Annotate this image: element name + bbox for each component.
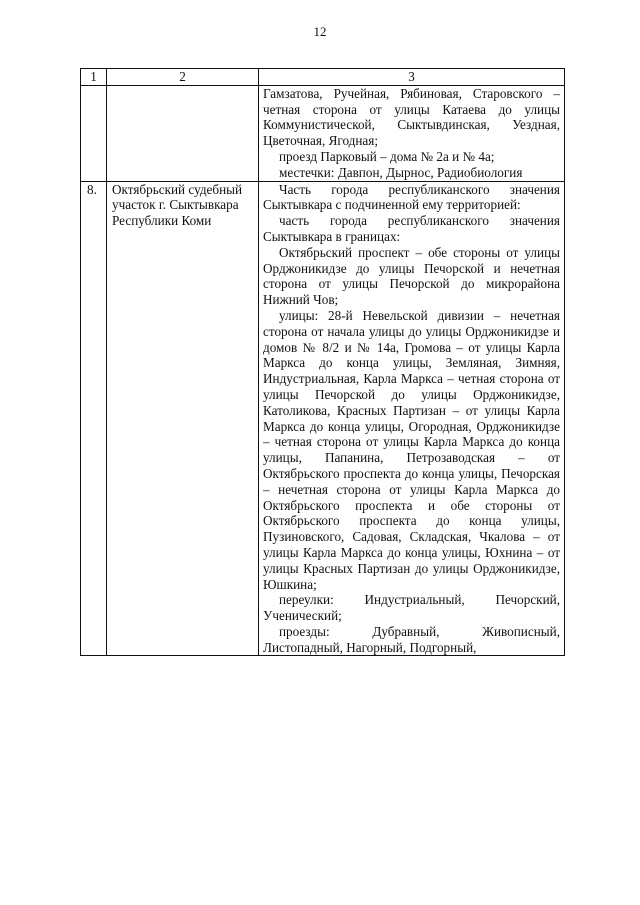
table-row <box>81 181 565 656</box>
territory-paragraph: переулки: Индустриальный, Печорский, Ученический; <box>263 592 560 624</box>
territory-paragraph: часть города республиканского значения Сыктывкара в границах: <box>263 213 560 244</box>
courts-table <box>80 68 565 656</box>
row-number <box>81 85 107 181</box>
row-number: 8. <box>81 181 107 656</box>
court-name <box>107 85 259 181</box>
territory-cell <box>259 85 565 181</box>
table-header-row <box>81 69 565 86</box>
territory-paragraph: местечки: Давпон, Дырнос, Радиобиология <box>279 164 523 180</box>
column-header: 3 <box>259 69 565 86</box>
territory-paragraph: Гамзатова, Ручейная, Рябиновая, Старовского – четная сторона от улицы Катаева до улицы Коммунистической, Сыктывдинская, Уездная, Цветочная, Ягодная; <box>263 85 560 149</box>
column-header: 1 <box>81 69 107 86</box>
territory-paragraph: Октябрьский проспект – обе стороны от улицы Орджоникидзе до улицы Печорской и нечетная сторона от улицы Печорской до микрорайона Нижний Чов; <box>263 244 560 308</box>
territory-paragraph: Часть города республиканского значения Сыктывкара с подчиненной ему территорией: <box>263 181 560 213</box>
page-number: 12 <box>313 24 327 39</box>
court-name: Октябрьский судебный участок г. Сыктывкара Республики Коми <box>107 181 259 656</box>
column-header: 2 <box>107 69 259 86</box>
table-row <box>81 85 565 181</box>
territory-paragraph: проезды: Дубравный, Живописный, Листопадный, Нагорный, Подгорный, <box>263 623 560 655</box>
territory-paragraph: улицы: 28-й Невельской дивизии – нечетная сторона от начала улицы до улицы Орджоникидзе и домов № 8/2 и № 14а, Громова – от улицы Карла Маркса до конца улицы, Земляная, Зимняя, Индустриальная, Карла Маркса – четная сторона от улицы Печорской до улицы Орджоникидзе, Католикова, Красных Партизан – от улицы Карла Маркса до конца улицы, Огородная, Орджоникидзе – четная сторона от улицы Карла Маркса до конца улицы, Папанина, Петрозаводская – от Октябрьского проспекта до конца улицы, Печорская – нечетная сторона от улицы Карла Маркса до Октябрьского проспекта и обе стороны от Октябрьского проспекта до конца улицы, Пузиновского, Садовая, Складская, Чкалова – от улицы Карла Маркса до конца улицы, Юхнина – от улицы Красных Партизан до улицы Орджоникидзе, Юшкина; <box>263 307 560 592</box>
territory-cell <box>259 181 565 656</box>
territory-paragraph: проезд Парковый – дома № 2а и № 4а; <box>279 148 495 164</box>
